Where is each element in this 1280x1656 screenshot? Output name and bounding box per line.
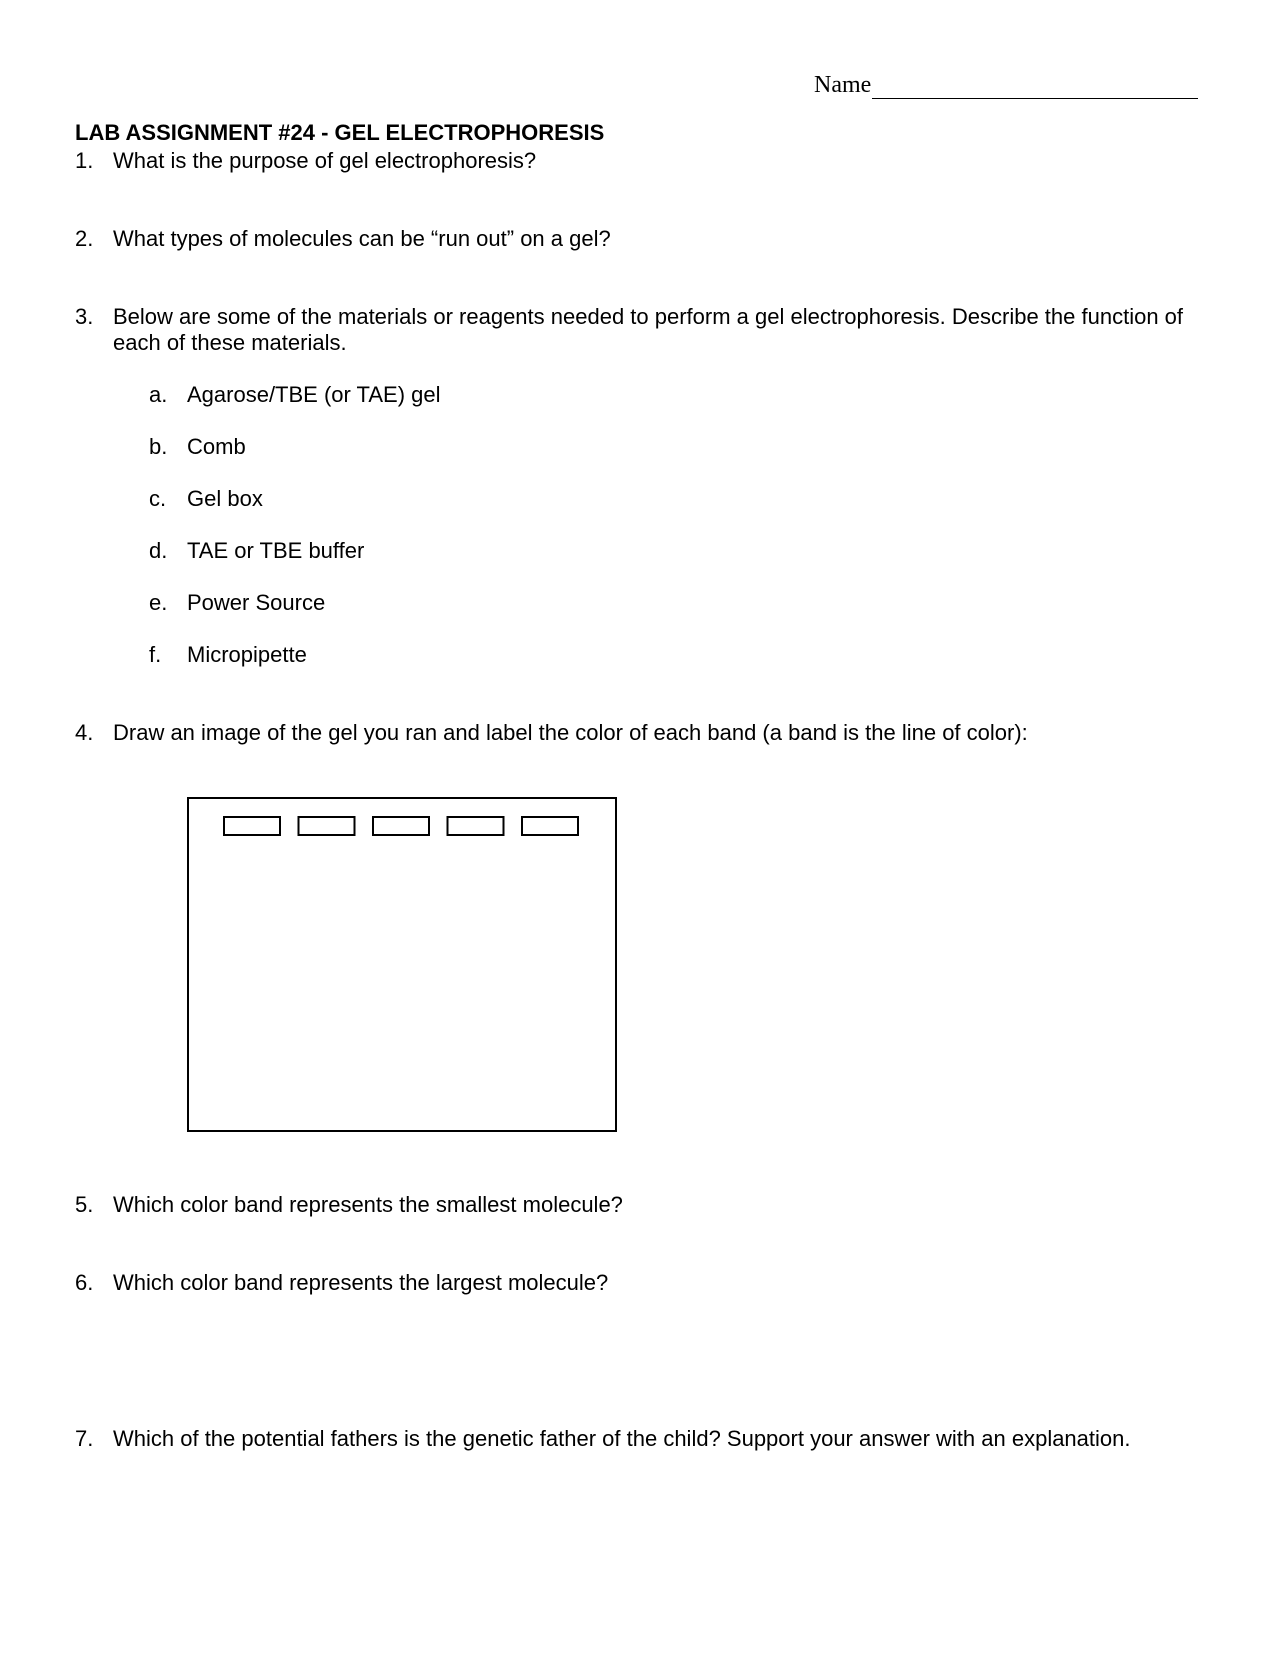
gel-well-4 <box>448 817 504 835</box>
material-letter: c. <box>149 486 167 511</box>
gel-wells <box>224 817 578 835</box>
question-text: What types of molecules can be “run out” on a gel? <box>113 226 611 251</box>
material-item-buffer <box>149 538 364 564</box>
gel-outline <box>188 798 616 1131</box>
question-number: 2. <box>75 226 94 251</box>
question-number: 3. <box>75 304 94 329</box>
material-item-gel-box <box>149 486 263 512</box>
question-number: 5. <box>75 1192 94 1217</box>
question-4 <box>75 720 1028 746</box>
name-blank-line[interactable] <box>872 76 1198 99</box>
question-1 <box>75 148 536 174</box>
material-text: Power Source <box>187 590 326 615</box>
page-title: LAB ASSIGNMENT #24 - GEL ELECTROPHORESIS <box>75 120 605 145</box>
question-text: Below are some of the materials or reagents needed to perform a gel electrophoresis. Describe the function of each of these materials. <box>113 304 1184 355</box>
material-letter: b. <box>149 434 168 459</box>
material-text: Gel box <box>187 486 263 511</box>
name-field <box>814 72 1198 99</box>
material-letter: f. <box>149 642 162 667</box>
question-text: Which color band represents the smallest molecule? <box>113 1192 623 1217</box>
question-7 <box>75 1426 1131 1452</box>
material-letter: e. <box>149 590 168 615</box>
material-letter: d. <box>149 538 168 563</box>
question-number: 1. <box>75 148 94 173</box>
question-number: 6. <box>75 1270 94 1295</box>
name-label: Name <box>814 72 872 98</box>
question-2 <box>75 226 611 252</box>
gel-well-1 <box>224 817 280 835</box>
question-number: 4. <box>75 720 94 745</box>
gel-diagram <box>187 797 617 1132</box>
material-item-comb <box>149 434 246 460</box>
question-text: What is the purpose of gel electrophoresis? <box>113 148 537 173</box>
material-item-power-source <box>149 590 325 616</box>
question-number: 7. <box>75 1426 94 1451</box>
material-text: TAE or TBE buffer <box>187 538 365 563</box>
material-text: Micropipette <box>187 642 307 667</box>
material-letter: a. <box>149 382 168 407</box>
material-item-micropipette <box>149 642 307 668</box>
question-5 <box>75 1192 623 1218</box>
question-text: Which of the potential fathers is the genetic father of the child? Support your answer with an explanation. <box>113 1426 1131 1451</box>
gel-well-2 <box>299 817 355 835</box>
question-text: Which color band represents the largest molecule? <box>113 1270 609 1295</box>
question-text: Draw an image of the gel you ran and label the color of each band (a band is the line of color): <box>113 720 1028 745</box>
question-6 <box>75 1270 608 1296</box>
material-text: Comb <box>187 434 246 459</box>
question-3 <box>75 304 1193 356</box>
material-item-agarose-gel <box>149 382 441 408</box>
gel-well-3 <box>373 817 429 835</box>
gel-well-5 <box>522 817 578 835</box>
material-text: Agarose/TBE (or TAE) gel <box>187 382 441 407</box>
